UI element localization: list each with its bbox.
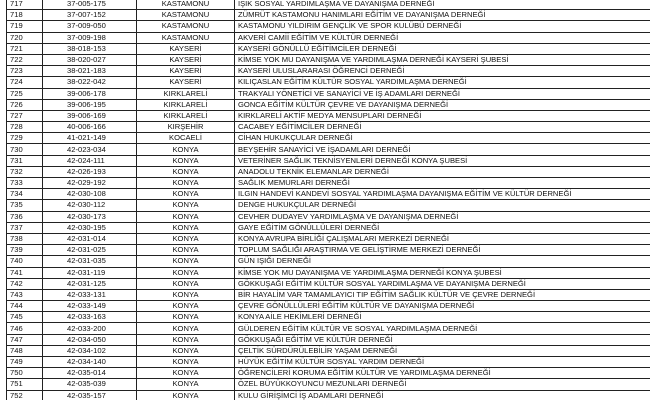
table-row	[7, 289, 650, 300]
registry-code-cell: 37-007-152	[43, 10, 137, 21]
table-row	[7, 312, 650, 323]
association-name-cell: KIRKLARELİ AKTİF MEDYA MENSUPLARI DERNEĞİ	[235, 110, 650, 121]
association-name-cell: KILIÇASLAN EĞİTİM KÜLTÜR SOSYAL YARDIMLAŞMA DERNEĞİ	[235, 77, 650, 88]
row-number-cell: 722	[7, 54, 43, 65]
association-name-cell: GÖKKUŞAĞI EĞİTİM VE KÜLTÜR DERNEĞİ	[235, 334, 650, 345]
registry-code-cell: 39-006-169	[43, 110, 137, 121]
table-row	[7, 122, 650, 133]
row-number-cell: 721	[7, 43, 43, 54]
row-number-cell: 741	[7, 267, 43, 278]
registry-code-cell: 42-030-195	[43, 222, 137, 233]
table-row	[7, 54, 650, 65]
city-cell: KONYA	[137, 390, 235, 400]
city-cell: KONYA	[137, 233, 235, 244]
registry-code-cell: 42-030-108	[43, 189, 137, 200]
row-number-cell: 717	[7, 0, 43, 10]
city-cell: KONYA	[137, 144, 235, 155]
registry-code-cell: 42-023-034	[43, 144, 137, 155]
row-number-cell: 733	[7, 178, 43, 189]
row-number-cell: 736	[7, 211, 43, 222]
association-name-cell: KAYSERİ GÖNÜLLÜ EĞİTİMCİLER DERNEĞİ	[235, 43, 650, 54]
registry-code-cell: 42-030-173	[43, 211, 137, 222]
registry-code-cell: 38-022-042	[43, 77, 137, 88]
row-number-cell: 734	[7, 189, 43, 200]
row-number-cell: 720	[7, 32, 43, 43]
row-number-cell: 744	[7, 301, 43, 312]
row-number-cell: 735	[7, 200, 43, 211]
association-name-cell: HÜYÜK EĞİTİM KÜLTÜR SOSYAL YARDIM DERNEĞİ	[235, 357, 650, 368]
table-row	[7, 110, 650, 121]
registry-code-cell: 42-035-157	[43, 390, 137, 400]
city-cell: KONYA	[137, 323, 235, 334]
association-name-cell: ZÜMRÜT KASTAMONU HANIMLARI EĞİTİM VE DAYANIŞMA DERNEĞİ	[235, 10, 650, 21]
registry-code-cell: 39-006-178	[43, 88, 137, 99]
city-cell: KONYA	[137, 200, 235, 211]
association-name-cell: ÇEVRE GÖNÜLLÜLERİ EĞİTİM KÜLTÜR VE DAYANIŞMA DERNEĞİ	[235, 301, 650, 312]
row-number-cell: 718	[7, 10, 43, 21]
association-name-cell: GAYE EĞİTİM GÖNÜLLÜLERİ DERNEĞİ	[235, 222, 650, 233]
table-row	[7, 222, 650, 233]
association-name-cell: CEVHER DUDAYEV YARDIMLAŞMA VE DAYANIŞMA DERNEĞİ	[235, 211, 650, 222]
registry-code-cell: 42-034-102	[43, 345, 137, 356]
association-name-cell: KONYA AVRUPA BİRLİĞİ ÇALIŞMALARI MERKEZİ DERNEĞİ	[235, 233, 650, 244]
registry-code-cell: 38-020-027	[43, 54, 137, 65]
row-number-cell: 743	[7, 289, 43, 300]
city-cell: KASTAMONU	[137, 0, 235, 10]
association-name-cell: KONYA AİLE HEKİMLERİ DERNEĞİ	[235, 312, 650, 323]
row-number-cell: 740	[7, 256, 43, 267]
registry-code-cell: 42-026-193	[43, 166, 137, 177]
city-cell: KIRKLARELİ	[137, 99, 235, 110]
association-name-cell: GÜLDEREN EĞİTİM KÜLTÜR VE SOSYAL YARDIMLAŞMA DERNEĞİ	[235, 323, 650, 334]
table-row	[7, 88, 650, 99]
table-row	[7, 278, 650, 289]
row-number-cell: 737	[7, 222, 43, 233]
city-cell: KAYSERİ	[137, 66, 235, 77]
city-cell: KONYA	[137, 267, 235, 278]
row-number-cell: 729	[7, 133, 43, 144]
row-number-cell: 728	[7, 122, 43, 133]
city-cell: KOCAELİ	[137, 133, 235, 144]
row-number-cell: 752	[7, 390, 43, 400]
table-row	[7, 233, 650, 244]
table-row	[7, 245, 650, 256]
registry-code-cell: 42-029-192	[43, 178, 137, 189]
table-row	[7, 144, 650, 155]
city-cell: KONYA	[137, 357, 235, 368]
row-number-cell: 739	[7, 245, 43, 256]
association-name-cell: GÖKKUŞAĞI EĞİTİM KÜLTÜR SOSYAL YARDIMLAŞMA VE DAYANIŞMA DERNEĞİ	[235, 278, 650, 289]
association-name-cell: ILGIN HANDEVİ KANDEVİ SOSYAL YARDIMLAŞMA DAYANIŞMA EĞİTİM VE KÜLTÜR DERNEĞİ	[235, 189, 650, 200]
city-cell: KONYA	[137, 301, 235, 312]
association-name-cell: KİMSE YOK MU DAYANIŞMA VE YARDIMLAŞMA DERNEĞİ KONYA ŞUBESİ	[235, 267, 650, 278]
city-cell: KIRŞEHİR	[137, 122, 235, 133]
city-cell: KONYA	[137, 222, 235, 233]
table-row	[7, 211, 650, 222]
row-number-cell: 748	[7, 345, 43, 356]
registry-code-cell: 38-021-183	[43, 66, 137, 77]
registry-code-cell: 42-035-039	[43, 379, 137, 390]
registry-code-cell: 42-024-111	[43, 155, 137, 166]
registry-code-cell: 42-031-014	[43, 233, 137, 244]
city-cell: KONYA	[137, 178, 235, 189]
table-row	[7, 323, 650, 334]
table-row	[7, 66, 650, 77]
city-cell: KONYA	[137, 155, 235, 166]
table-row	[7, 0, 650, 10]
association-name-cell: AKVERİ CAMİİ EĞİTİM VE KÜLTÜR DERNEĞİ	[235, 32, 650, 43]
row-number-cell: 749	[7, 357, 43, 368]
registry-code-cell: 37-009-050	[43, 21, 137, 32]
city-cell: KASTAMONU	[137, 32, 235, 43]
registry-code-cell: 39-006-195	[43, 99, 137, 110]
association-name-cell: CACABEY EĞİTİMCİLER DERNEĞİ	[235, 122, 650, 133]
table-row	[7, 99, 650, 110]
registry-code-cell: 38-018-153	[43, 43, 137, 54]
association-name-cell: KİMSE YOK MU DAYANIŞMA VE YARDIMLAŞMA DERNEĞİ KAYSERİ ŞUBESİ	[235, 54, 650, 65]
row-number-cell: 726	[7, 99, 43, 110]
association-name-cell: KULU GİRİŞİMCİ İŞ ADAMLARI DERNEĞİ	[235, 390, 650, 400]
table-row	[7, 133, 650, 144]
table-row	[7, 178, 650, 189]
row-number-cell: 747	[7, 334, 43, 345]
city-cell: KONYA	[137, 278, 235, 289]
association-name-cell: CİHAN HUKUKÇULAR DERNEĞİ	[235, 133, 650, 144]
association-name-cell: TRAKYALI YÖNETİCİ VE SANAYİCİ VE İŞ ADAMLARI DERNEĞİ	[235, 88, 650, 99]
registry-code-cell: 37-009-198	[43, 32, 137, 43]
city-cell: KIRKLARELİ	[137, 110, 235, 121]
registry-code-cell: 41-021-149	[43, 133, 137, 144]
table-row	[7, 189, 650, 200]
registry-code-cell: 42-033-200	[43, 323, 137, 334]
association-name-cell: GÜN IŞIĞI DERNEĞİ	[235, 256, 650, 267]
city-cell: KONYA	[137, 345, 235, 356]
association-name-cell: KASTAMONU YILDIRIM GENÇLİK VE SPOR KULÜBÜ DERNEĞİ	[235, 21, 650, 32]
city-cell: KONYA	[137, 189, 235, 200]
table-row	[7, 155, 650, 166]
city-cell: KONYA	[137, 245, 235, 256]
city-cell: KONYA	[137, 368, 235, 379]
table-row	[7, 390, 650, 400]
registry-code-cell: 42-031-035	[43, 256, 137, 267]
association-name-cell: BEYŞEHİR SANAYİCİ VE İŞADAMLARI DERNEĞİ	[235, 144, 650, 155]
association-name-cell: ÖĞRENCİLERİ KORUMA EĞİTİM KÜLTÜR VE YARDIMLAŞMA DERNEĞİ	[235, 368, 650, 379]
city-cell: KIRKLARELİ	[137, 88, 235, 99]
city-cell: KONYA	[137, 256, 235, 267]
table-row	[7, 357, 650, 368]
registry-code-cell: 40-006-166	[43, 122, 137, 133]
table-row	[7, 267, 650, 278]
registry-code-cell: 42-034-050	[43, 334, 137, 345]
city-cell: KONYA	[137, 312, 235, 323]
registry-code-cell: 42-034-140	[43, 357, 137, 368]
association-name-cell: BİR HAYALİM VAR TAMAMLAYICI TIP EĞİTİM SAĞLIK KÜLTÜR VE ÇEVRE DERNEĞİ	[235, 289, 650, 300]
city-cell: KONYA	[137, 289, 235, 300]
row-number-cell: 732	[7, 166, 43, 177]
city-cell: KAYSERİ	[137, 54, 235, 65]
association-name-cell: ÖZEL BÜYÜKKOYUNCU MEZUNLARI DERNEĞİ	[235, 379, 650, 390]
table-row	[7, 256, 650, 267]
association-name-cell: ÇELTİK SÜRDÜRÜLEBİLİR YAŞAM DERNEĞİ	[235, 345, 650, 356]
table-row	[7, 21, 650, 32]
association-name-cell: IŞIK SOSYAL YARDIMLAŞMA VE DAYANIŞMA DERNEĞİ	[235, 0, 650, 10]
table-row	[7, 166, 650, 177]
row-number-cell: 745	[7, 312, 43, 323]
table-row	[7, 43, 650, 54]
row-number-cell: 742	[7, 278, 43, 289]
city-cell: KONYA	[137, 379, 235, 390]
city-cell: KASTAMONU	[137, 21, 235, 32]
association-name-cell: ANADOLU TEKNİK ELEMANLAR DERNEĞİ	[235, 166, 650, 177]
row-number-cell: 730	[7, 144, 43, 155]
table-body	[7, 0, 650, 400]
table-row	[7, 334, 650, 345]
association-name-cell: KAYSERİ ULUSLARARASI ÖĞRENCİ DERNEĞİ	[235, 66, 650, 77]
table-row	[7, 345, 650, 356]
registry-code-cell: 42-031-025	[43, 245, 137, 256]
row-number-cell: 751	[7, 379, 43, 390]
city-cell: KONYA	[137, 211, 235, 222]
table-row	[7, 10, 650, 21]
associations-table	[6, 0, 650, 400]
row-number-cell: 725	[7, 88, 43, 99]
row-number-cell: 727	[7, 110, 43, 121]
table-row	[7, 77, 650, 88]
registry-code-cell: 42-031-119	[43, 267, 137, 278]
city-cell: KONYA	[137, 166, 235, 177]
registry-code-cell: 42-031-125	[43, 278, 137, 289]
registry-code-cell: 42-033-149	[43, 301, 137, 312]
row-number-cell: 731	[7, 155, 43, 166]
table-row	[7, 379, 650, 390]
association-name-cell: TOPLUM SAĞLIĞI ARAŞTIRMA VE GELİŞTİRME MERKEZİ DERNEĞİ	[235, 245, 650, 256]
row-number-cell: 750	[7, 368, 43, 379]
city-cell: KONYA	[137, 334, 235, 345]
row-number-cell: 723	[7, 66, 43, 77]
city-cell: KASTAMONU	[137, 10, 235, 21]
registry-code-cell: 42-033-163	[43, 312, 137, 323]
table-row	[7, 301, 650, 312]
association-name-cell: SAĞLIK MEMURLARI DERNEĞİ	[235, 178, 650, 189]
row-number-cell: 719	[7, 21, 43, 32]
association-name-cell: GONCA EĞİTİM KÜLTÜR ÇEVRE VE DAYANIŞMA DERNEĞİ	[235, 99, 650, 110]
registry-code-cell: 42-033-131	[43, 289, 137, 300]
registry-code-cell: 37-005-175	[43, 0, 137, 10]
registry-code-cell: 42-030-112	[43, 200, 137, 211]
table-row	[7, 368, 650, 379]
city-cell: KAYSERİ	[137, 77, 235, 88]
row-number-cell: 724	[7, 77, 43, 88]
registry-code-cell: 42-035-014	[43, 368, 137, 379]
row-number-cell: 746	[7, 323, 43, 334]
table-row	[7, 32, 650, 43]
city-cell: KAYSERİ	[137, 43, 235, 54]
table-row	[7, 200, 650, 211]
association-name-cell: VETERİNER SAĞLIK TEKNİSYENLERİ DERNEĞİ KONYA ŞUBESİ	[235, 155, 650, 166]
association-name-cell: DENGE HUKUKÇULAR DERNEĞİ	[235, 200, 650, 211]
row-number-cell: 738	[7, 233, 43, 244]
